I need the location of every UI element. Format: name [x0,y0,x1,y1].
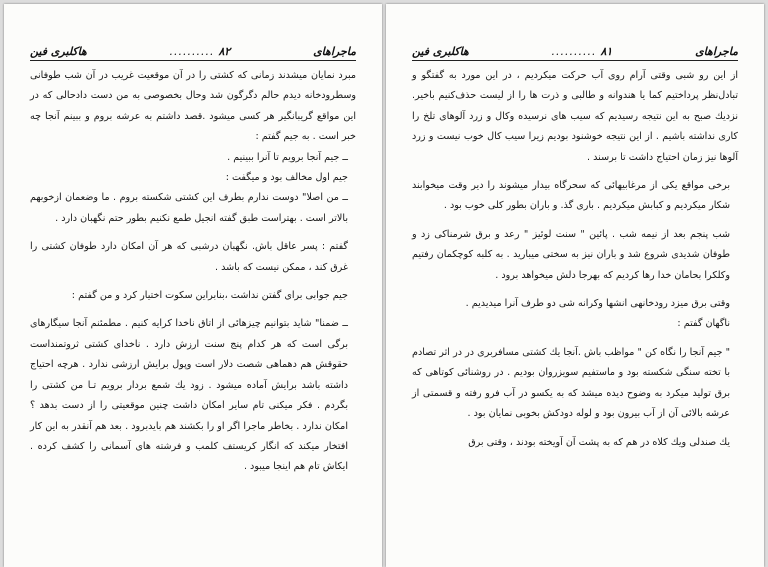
page-number: ۸۲ [218,44,231,58]
paragraph: ــ ضمنا" شاید بتوانیم چیزهائی از اتاق ناخدا كرایه كنیم . مطمئنم آنجا سیگارهای برگی است كه هر كدام پنج سنت ارزش دارد . ناخدای كشتی ثروتمنداست حقوقش هم دهماهی شصت دلار است وپول برایش ارزشی ندارد . هرچه احتیاج داشته باشد برایش آماده میشود . زود یك شمع بردار برویم تـا من كشتی را بگردم . فكر میكنی تام سایر امكان داشت چنین موقعیتی را از دست بدهد ؟ امكان ندارد . بخاطر ماجرا اگر او را بكشند هم بایدبرود . بعد هم آنقدر به این كار افتخار میكند كه انگار كریستف كلمب و فرشته های آسمانی را كشف كرده . ایكاش تام هم اینجا میبود . [30,318,348,473]
header-middle [552,45,613,58]
paragraph: یك صندلی ویك كلاه در هم كه به پشت آن آویخته بودند ، وقتی برق [468,436,730,448]
right-page [386,4,764,567]
page-header [30,44,356,58]
left-page [4,4,382,567]
paragraph: جیم اول مخالف بود و میگفت : [225,172,348,184]
author-header: هاكلبری فين [412,44,469,58]
paragraph: ناگهان گفتم : [677,318,730,330]
paragraph: " جیم آنجا را نگاه كن " مواظب باش .آنجا یك كشتی مسافربری در در اثر تصادم با تخته سنگی شكسته بود و ماستفیم سویزروان بودیم . در روشنائی كوتاهی كه برق تولید میكرد به وضوح دیده میشد كه به یكسو در آب فرو رفته و قسمتی از عرشه بالائی آن از آب بیرون بود و لوله دودكش بخوبی نمایان بود . [412,346,730,420]
header-rule [30,60,356,61]
paragraph: از این رو شبی وقتی آرام روی آب حركت میكردیم ، در این مورد به گفتگو و تبادل‌نظر پرداختیم كما یا هندوانه و طالبی و ذرت ها را از لیست حذف‌كنیم باخیر. نزدیك صبح به این نتیجه رسیدیم كه سیب های نرسیده وكال و زرد آلوهای تلخ را كاری نداشته باشیم . از این نتیجه خوشنود بودیم زیرا سیب كال خوب نیست و زرد آلوها نیز زمان احتیاج داشت تا برسند . [412,70,738,163]
leader-dots: .......... [169,44,215,58]
running-title: ماجراهای [695,44,738,58]
page-body [412,66,738,453]
paragraph: ــ من اصلا" دوست ندارم بطرف این كشتی شكسته بروم . ما وضعمان ازخوبهم بالاتر است . بهتراست طبق گفته انجیل طمع نكنیم بطور حتم نگهبان دارد . [30,192,348,224]
paragraph: برخی مواقع یكی از مرغابیهائی كه سحرگاه بیدار میشوند را دیر وقت میخوابند شكار میكردیم و كبابش میكردیم . باری گذ. و باران بطور كلی خوب بود . [412,180,730,212]
page-number: ۸۱ [600,44,613,58]
paragraph: ــ جیم آنجا برویم تا آنرا ببینیم . [227,151,348,163]
leader-dots: .......... [551,44,597,58]
page-body [30,66,356,478]
paragraph: گفتم : پسر عاقل باش. نگهبان درشبی كه هر آن امكان دارد طوفان كشتی را غرق كند ، ممكن نیست كه باشد . [30,241,348,273]
paragraph: وقتی برق میزد رودخانهی انشها وكرانه شی دو طرف آنرا میدیدیم . [465,298,730,310]
header-rule [412,60,738,61]
page-header [412,44,738,58]
running-title: ماجراهای [313,44,356,58]
paragraph: شب پنجم بعد از نیمه شب . پائین " سنت لوئیز " رعد و برق شرمناكی زد و طوفان شدیدی شروع شد و باران نیز به سختی میبارید . به كلبه كوچكمان رفتیم وكلكرا بحامان خدا رها كردیم كه بهرجا دلش میخواهد برود . [412,228,730,281]
paragraph: مبرد نمایان میشدند زمانی كه كشتی را در آن موقعیت غریب در آن شب طوفانی وسطرودخانه دیدم حالم دگرگون شد وحال بخصوصی به من دست دادحالی كه در این مواقع گریبانگیر هر كسی میشود .قصد داشتم به عرشه بروم و ببینم آنجا چه خبر است . به جیم گفتم : [30,70,356,143]
paragraph: جیم جوابی برای گفتن نداشت ،بنابراین سكوت اختیار كرد و من گفتم : [71,290,348,302]
header-middle [170,45,231,58]
author-header: هاكلبری فين [30,44,87,58]
